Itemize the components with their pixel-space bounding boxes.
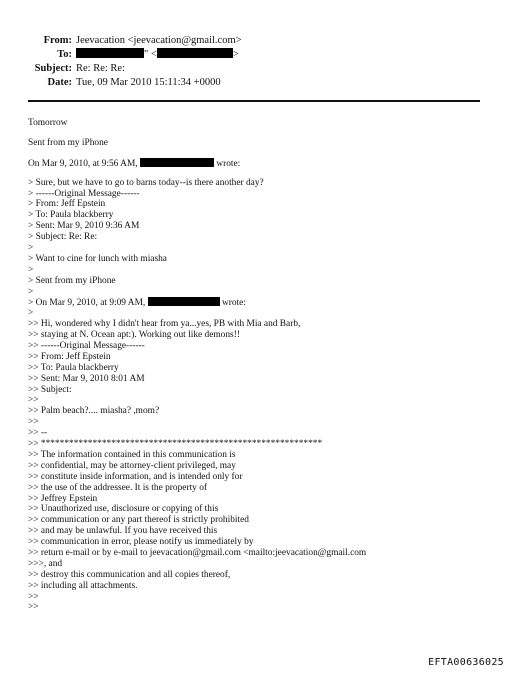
quoted-line: >> <box>28 602 39 613</box>
quoted-line: >> From: Jeff Epstein <box>28 351 111 362</box>
quoted-line: > To: Paula blackberry <box>28 210 114 221</box>
quoted-line: >> communication or any part thereof is strictly prohibited <box>28 515 249 526</box>
quoted-line: >> Palm beach?.... miasha? ,mom? <box>28 406 160 417</box>
quoted-line: > From: Jeff Epstein <box>28 199 106 210</box>
email-body <box>28 118 488 613</box>
redaction-block <box>148 297 220 306</box>
quoted-line: >> staying at N. Ocean apt:). Working out like demons!! <box>28 330 240 341</box>
subject-row <box>0 62 512 76</box>
attribution-line: > On Mar 9, 2010, at 9:09 AM, wrote: <box>28 298 246 309</box>
quoted-line: > ------Original Message------ <box>28 188 140 199</box>
quoted-line: >> ************************************************************ <box>28 439 323 450</box>
redaction-block <box>157 48 233 58</box>
attribution-line: On Mar 9, 2010, at 9:56 AM, wrote: <box>28 158 241 169</box>
subject-value: Re: Re: Re: <box>76 63 125 74</box>
to-label: To: <box>57 49 72 60</box>
from-value: Jeevacation <jeevacation@gmail.com> <box>76 35 242 46</box>
subject-label: Subject: <box>34 63 72 74</box>
quoted-line: >> Unauthorized use, disclosure or copying of this <box>28 504 219 515</box>
quoted-line: > Subject: Re: Re: <box>28 232 98 243</box>
quoted-line: > <box>28 264 34 275</box>
body-line: Tomorrow <box>28 118 68 128</box>
quoted-line: > Sent: Mar 9, 2010 9:36 AM <box>28 221 140 232</box>
quoted-line: > Want to cine for lunch with miasha <box>28 253 167 264</box>
date-row <box>0 76 512 90</box>
to-quote: " < <box>144 49 157 60</box>
document-id: EFTA00636025 <box>428 657 504 668</box>
quoted-block <box>28 178 488 298</box>
to-value <box>76 48 239 62</box>
quoted-line: >> Hi, wondered why I didn't hear from ya...yes, PB with Mia and Barb, <box>28 319 301 330</box>
to-row <box>0 48 512 62</box>
quoted-line: >> -- <box>28 428 48 439</box>
quoted-line: >> <box>28 591 39 602</box>
quoted-line: >> To: Paula blackberry <box>28 362 119 373</box>
quoted-line: > <box>28 286 34 297</box>
quoted-line: > <box>28 243 34 254</box>
redaction-block <box>76 48 144 58</box>
quoted-line: >> communication in error, please notify us immediately by <box>28 537 254 548</box>
quoted-line: > Sure, but we have to go to barns today--is there another day? <box>28 177 264 188</box>
quoted-line: >> including all attachments. <box>28 580 138 591</box>
quoted-line: >> destroy this communication and all copies thereof, <box>28 569 231 580</box>
to-close: > <box>232 49 239 60</box>
quoted-line: >> constitute inside information, and is intended only for <box>28 471 243 482</box>
quoted-line: >> Sent: Mar 9, 2010 8:01 AM <box>28 373 145 384</box>
redaction-block <box>140 158 214 167</box>
quoted-line: >>>, and <box>28 558 63 569</box>
quoted-line: >> Jeffrey Epstein <box>28 493 98 504</box>
quoted-line: >> and may be unlawful. If you have received this <box>28 526 218 537</box>
quoted-line: >> return e-mail or by e-mail to jeevacation@gmail.com <mailto:jeevacation@gmail.com <box>28 547 367 558</box>
quoted-line: >> Subject: <box>28 384 72 395</box>
quoted-line: >> ------Original Message------ <box>28 341 145 352</box>
quoted-line: >> The information contained in this communication is <box>28 449 236 460</box>
email-header <box>0 34 512 90</box>
quoted-line: >> <box>28 395 39 406</box>
quoted-line: >> confidential, may be attorney-client privileged, may <box>28 460 236 471</box>
quoted-line: >> <box>28 417 39 428</box>
quoted-line: > <box>28 308 34 319</box>
from-row <box>0 34 512 48</box>
date-label: Date: <box>47 77 72 88</box>
date-value: Tue, 09 Mar 2010 15:11:34 +0000 <box>76 77 221 88</box>
from-label: From: <box>43 35 72 46</box>
body-line: Sent from my iPhone <box>28 137 108 148</box>
header-divider <box>28 100 480 102</box>
quoted-line: > Sent from my iPhone <box>28 275 116 286</box>
quoted-line: >> the use of the addressee. It is the property of <box>28 482 208 493</box>
quoted-block <box>28 308 488 613</box>
